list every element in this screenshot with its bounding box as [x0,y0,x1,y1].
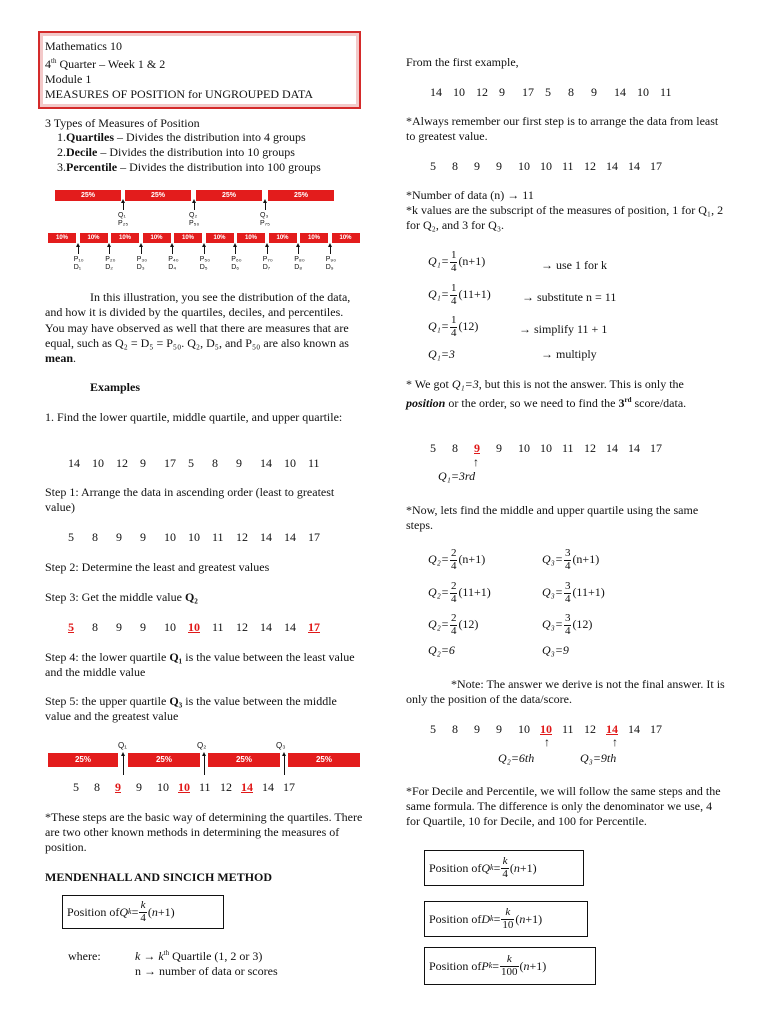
decile-arrow [267,246,268,254]
data-value: 5 [545,85,551,99]
module-number: Module 1 [45,72,92,86]
data-value: 8 [452,722,458,736]
data-value: 17 [283,780,295,794]
decile-mark: P₅₀ D₅ [199,256,211,271]
data-value: 17 [522,85,534,99]
data-value: 11 [199,780,211,794]
data-value: 10 [518,441,530,455]
q2-mark: Q₂ P₅₀ [189,212,200,227]
q3-mark: Q₃ P₇₅ [260,212,270,227]
data-value: 5 [188,456,194,470]
data-value: 14 [262,780,274,794]
examples-title: Examples [90,380,141,394]
quartile-data-row [73,780,304,795]
data-value: 8 [212,456,218,470]
data-value: 5 [430,159,436,173]
data-value: 11 [562,159,574,173]
data-value: 9 [116,620,122,634]
decile-arrow [204,246,205,254]
step-1: Step 1: Arrange the data in ascending order (least to greatest value) [45,485,335,514]
data-value: 8 [452,441,458,455]
step-2: Step 2: Determine the least and greatest values [45,560,270,574]
raw-data-row [68,456,332,471]
data-value: 14 [241,780,253,794]
data-value: 9 [496,441,502,455]
decile-mark: P₁₀ D₁ [73,256,84,271]
data-value: 9 [140,530,146,544]
module-title: MEASURES OF POSITION for UNGROUPED DATA [45,87,314,101]
q1-step-3: Q₁= $\frac{1}{4}$ (12) [428,314,479,339]
data-value: 9 [115,780,121,794]
decile-segment: 10% [174,233,202,243]
decile-mark: P₂₀ D₂ [105,256,116,271]
data-value: 10 [164,530,176,544]
data-value: 9 [236,456,242,470]
data-value: 10 [540,159,552,173]
q3-arrow [265,202,266,210]
data-value: 9 [136,780,142,794]
data-value: 12 [476,85,488,99]
data-value: 10 [540,441,552,455]
data-value: 10 [637,85,649,99]
data-value: 8 [92,530,98,544]
data-value: 5 [73,780,79,794]
step-4: Step 4: the lower quartile Q₁ is the value between the least value and the middle value [45,650,355,679]
position-note: *Note: The answer we derive is not the final answer. It is only the position of the data/score. [406,677,725,707]
decile-segment: 10% [206,233,234,243]
quartile-segment: 25% [128,753,200,767]
decile-arrow [235,246,236,254]
q3-step-1: Q₃= $\frac{3}{4}$ (n+1) [542,547,600,572]
data-value: 17 [650,722,662,736]
k-values-note: *k values are the subscript of the measures of position, 1 for Q₁, 2 for Q₂, and 3 for Q₃. [406,203,724,232]
data-value: 14 [260,620,272,634]
quartile-segment: 25% [268,190,334,201]
position-explanation: * We got Q₁=3, but this is not the answer. This is only the position or the order, so we need to find the 3rd score/data. [406,377,687,410]
steps-note: *These steps are the basic way of determining the quartiles. There are two other known methods in determining the measures of position. [45,810,363,854]
decile-arrow [109,246,110,254]
types-title: 3 Types of Measures of Position [45,116,200,130]
q2-arrow [204,755,205,775]
data-value: 12 [236,530,248,544]
q1-step-2-note: → substitute n = 11 [522,290,617,304]
q1-arrow [123,755,124,775]
data-value: 14 [628,441,640,455]
q1-step-3-note: → simplify 11 + 1 [519,322,608,336]
data-value: 14 [614,85,626,99]
q1-arrow [123,202,124,210]
decile-arrow [141,246,142,254]
data-value: 12 [116,456,128,470]
q2-step-2: Q₂= $\frac{2}{4}$ (11+1) [428,580,491,605]
quartile-segment: 25% [288,753,360,767]
data-value: 9 [496,159,502,173]
subject-title: Mathematics 10 [45,39,122,53]
example-problem: 1. Find the lower quartile, middle quartile, and upper quartile: [45,410,343,424]
q1-step-4: Q₁=3 [428,347,455,361]
data-value: 9 [140,456,146,470]
q3-arrow [284,755,285,775]
decile-mark: P₃₀ D₃ [136,256,148,271]
data-value: 14 [606,159,618,173]
quartile-formula-box: Position of Q k = $\frac{k}{4}$ (n+1) [62,895,224,929]
data-value: 10 [188,620,200,634]
data-value: 17 [650,441,662,455]
q2-up-arrow: ↑ [544,735,550,749]
quartile-segment: 25% [196,190,262,201]
data-value: 14 [260,456,272,470]
data-value: 10 [518,159,530,173]
data-value: 8 [92,620,98,634]
data-value: 5 [430,441,436,455]
data-value: 8 [94,780,100,794]
q3-step-4: Q₃=9 [542,643,569,657]
q1-mark: Q₁ P₂₅ [118,212,129,227]
q1-position-row [430,441,672,456]
data-value: 14 [284,620,296,634]
data-value: 9 [499,85,505,99]
q1-up-arrow: ↑ [473,455,479,469]
decile-mark: P₄₀ D₄ [168,256,179,271]
q2-q3-position-row [430,722,672,737]
data-value: 14 [430,85,442,99]
data-value: 9 [116,530,122,544]
data-value: 10 [453,85,465,99]
data-value: 12 [584,722,596,736]
quartile-segment: 25% [125,190,191,201]
decile-segment: 10% [269,233,297,243]
decile-arrow [172,246,173,254]
data-value: 9 [591,85,597,99]
data-value: 11 [308,456,320,470]
data-value: 17 [164,456,176,470]
quartile-segment: 25% [208,753,280,767]
decile-segment: 10% [80,233,108,243]
q2-step-3: Q₂= $\frac{2}{4}$ (12) [428,612,479,637]
decile-percentile-note: *For Decile and Percentile, we will follow the same steps and the same formula. The difference is only the denominator we use, 4 for Quartile, 10 for Decile, and 100 for Percentile. [406,784,721,828]
q2-position-label: Q₂=6th [498,751,535,765]
step-5: Step 5: the upper quartile Q₃ is the value between the middle value and the greatest value [45,694,337,723]
data-value: 11 [212,530,224,544]
q1-step-1: Q₁= $\frac{1}{4}$ (n+1) [428,249,486,274]
k-definition: $k \to k^{th}$ Quartile (1, 2 or 3) [135,949,263,963]
q1-position-label: Q₁=3rd [438,469,476,483]
sorted-data-row-right [430,159,672,174]
quarter-week: 4th Quarter – Week 1 & 2 [45,57,166,71]
q1-step-4-note: → multiply [541,347,597,361]
data-value: 14 [68,456,80,470]
q2-arrow [194,202,195,210]
illustration-paragraph: In this illustration, you see the distribution of the data, and how it is divided by the quartiles, deciles, and percentiles. You may have observed as well that there are measures that are equal, such as Q₂ = D₅ = P₅₀. Q₂, D₅, and P₅₀ are also known as mean. [45,290,351,366]
data-value: 9 [496,722,502,736]
q3-step-2: Q₃= $\frac{3}{4}$ (11+1) [542,580,605,605]
q2-step-4: Q₂=6 [428,643,455,657]
decile-mark: P₇₀ D₇ [262,256,273,271]
step-3: Step 3: Get the middle value Q₂ [45,590,198,604]
data-value: 10 [164,620,176,634]
data-value: 14 [628,159,640,173]
data-value: 10 [188,530,200,544]
q1-label: Q₁ [118,741,127,750]
data-value: 17 [308,530,320,544]
decile-mark: P₈₀ D₈ [294,256,305,271]
data-value: 5 [68,620,74,634]
q1-step-1-note: → use 1 for k [541,258,607,272]
data-value: 14 [260,530,272,544]
q2-label: Q₂ [197,741,207,750]
data-value: 12 [236,620,248,634]
data-value: 11 [562,722,574,736]
decile-segment: 10% [332,233,360,243]
highlighted-data-row [68,620,332,635]
data-value: 14 [606,441,618,455]
data-value: 10 [540,722,552,736]
data-value: 10 [178,780,190,794]
quartile-position-formula: Position of Q k = $\frac{k}{4}$ (n+1) [424,850,584,886]
data-value: 10 [92,456,104,470]
number-of-data: *Number of data (n) → 11 [406,188,534,202]
data-value: 9 [474,159,480,173]
n-definition: n → number of data or scores [135,964,278,978]
data-value: 9 [474,722,480,736]
raw-data-row-right [430,85,683,100]
data-value: 14 [628,722,640,736]
decile-segment: 10% [300,233,328,243]
decile-segment: 10% [143,233,171,243]
method-title: MENDENHALL AND SINCICH METHOD [45,870,273,884]
percentile-position-formula: Position of P k = $\frac{k}{100}$ (n+1) [424,947,596,985]
decile-segment: 10% [48,233,76,243]
type-item-quartiles: 1.Quartiles – Divides the distribution into 4 groups [57,130,306,144]
q3-label: Q₃ [276,741,286,750]
data-value: 17 [308,620,320,634]
decile-arrow [298,246,299,254]
find-middle-upper: *Now, lets find the middle and upper quartile using the same steps. [406,503,699,532]
data-value: 11 [212,620,224,634]
quartile-segment: 25% [48,753,118,767]
data-value: 9 [474,441,480,455]
data-value: 10 [284,456,296,470]
q2-step-1: Q₂= $\frac{2}{4}$ (n+1) [428,547,486,572]
q3-step-3: Q₃= $\frac{3}{4}$ (12) [542,612,593,637]
decile-position-formula: Position of D k = $\frac{k}{10}$ (n+1) [424,901,588,937]
decile-mark: P₆₀ D₆ [231,256,242,271]
q1-step-2: Q₁= $\frac{1}{4}$ (11+1) [428,282,491,307]
decile-arrow [330,246,331,254]
data-value: 9 [140,620,146,634]
data-value: 8 [568,85,574,99]
decile-segment: 10% [111,233,139,243]
where-label: where: [68,949,101,963]
data-value: 12 [584,441,596,455]
data-value: 8 [452,159,458,173]
decile-segment: 10% [237,233,265,243]
module-header-box [38,31,361,109]
q3-position-label: Q₃=9th [580,751,617,765]
sorted-data-row [68,530,332,545]
from-first-example: From the first example, [406,55,519,69]
type-item-decile: 2.Decile – Divides the distribution into 10 groups [57,145,295,159]
data-value: 5 [430,722,436,736]
data-value: 12 [584,159,596,173]
data-value: 11 [562,441,574,455]
data-value: 14 [284,530,296,544]
data-value: 5 [68,530,74,544]
q3-up-arrow: ↑ [612,735,618,749]
data-value: 10 [157,780,169,794]
data-value: 10 [518,722,530,736]
data-value: 12 [220,780,232,794]
quartile-segment: 25% [55,190,121,201]
data-value: 11 [660,85,672,99]
arrange-reminder: *Always remember our first step is to arrange the data from least to greatest value. [406,114,719,143]
type-item-percentile: 3.Percentile – Divides the distribution into 100 groups [57,160,321,174]
decile-mark: P₉₀ D₉ [325,256,337,271]
decile-arrow [78,246,79,254]
data-value: 14 [606,722,618,736]
data-value: 17 [650,159,662,173]
